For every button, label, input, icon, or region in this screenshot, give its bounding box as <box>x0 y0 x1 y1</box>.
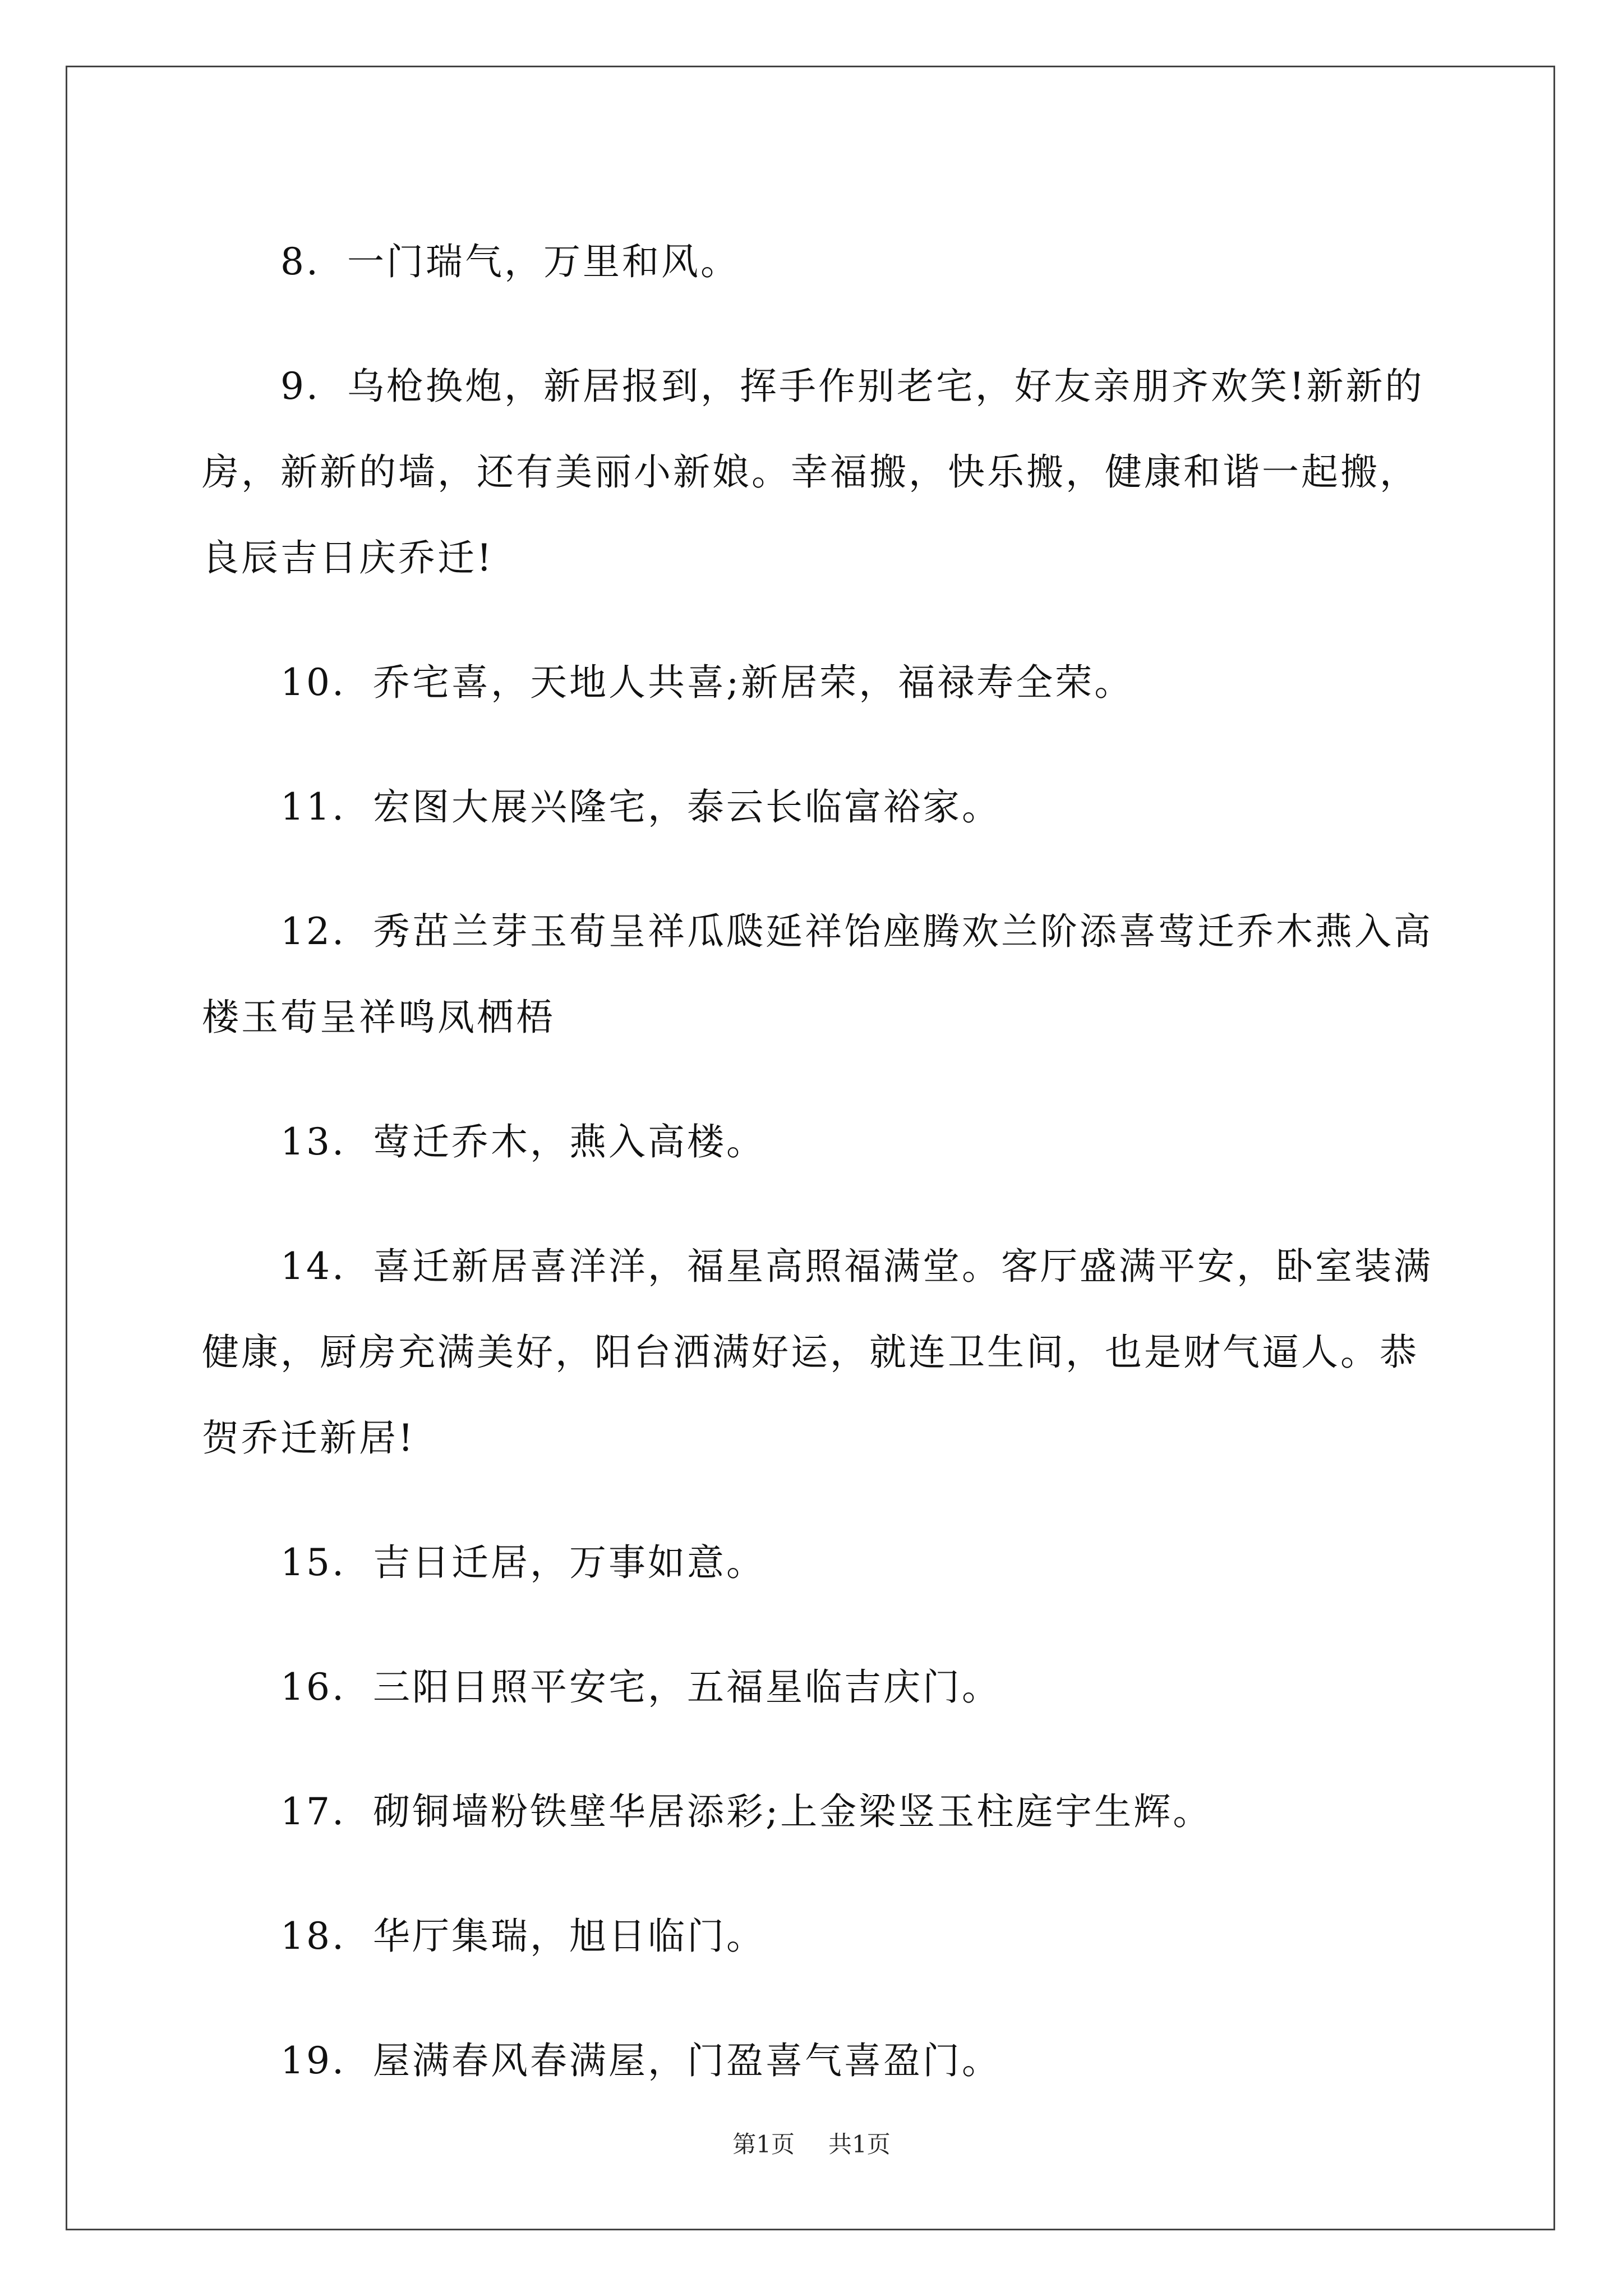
item-number: 10. <box>280 661 346 704</box>
item-number: 15. <box>280 1541 346 1584</box>
item-number: 11. <box>280 785 346 829</box>
page-total: 共1页 <box>828 2131 891 2158</box>
item-number: 12. <box>280 910 346 953</box>
list-item-10 <box>202 639 1447 725</box>
item-text: 乌枪换炮，新居报到，挥手作别老宅，好友亲朋齐欢笑!新新的房，新新的墙，还有美丽小新娘。幸福搬，快乐搬，健康和谐一起搬，良辰吉日庆乔迁! <box>202 365 1424 579</box>
item-text: 秀茁兰芽玉荀呈祥瓜瓞延祥饴座腾欢兰阶添喜莺迁乔木燕入高楼玉荀呈祥鸣凤栖梧 <box>202 910 1433 1039</box>
item-number: 9. <box>280 365 320 408</box>
list-item-16 <box>202 1644 1447 1730</box>
page-number: 第1页 <box>732 2131 795 2158</box>
list-item-13 <box>202 1099 1447 1185</box>
item-text: 三阳日照平安宅，五福星临吉庆门。 <box>372 1665 1001 1709</box>
item-text: 砌铜墙粉铁壁华居添彩;上金梁竖玉柱庭宇生辉。 <box>372 1790 1212 1833</box>
item-text: 喜迁新居喜洋洋，福星高照福满堂。客厅盛满平安，卧室装满健康，厨房充满美好，阳台洒满好运，就连卫生间，也是财气逼人。恭贺乔迁新居! <box>202 1245 1433 1460</box>
list-item-15 <box>202 1520 1447 1605</box>
list-item-17 <box>202 1769 1447 1855</box>
page-footer <box>0 2126 1623 2160</box>
list-item-9 <box>202 343 1447 601</box>
item-text: 屋满春风春满屋，门盈喜气喜盈门。 <box>372 2039 1001 2082</box>
list-item-14 <box>202 1223 1447 1481</box>
item-number: 14. <box>280 1245 346 1288</box>
item-text: 华厅集瑞，旭日临门。 <box>372 1915 766 1958</box>
item-number: 17. <box>280 1790 346 1833</box>
list-item-18 <box>202 1893 1447 1979</box>
item-number: 13. <box>280 1120 346 1163</box>
item-number: 18. <box>280 1915 346 1958</box>
item-text: 莺迁乔木，燕入高楼。 <box>372 1120 766 1163</box>
list-item-12 <box>202 889 1447 1060</box>
item-text: 一门瑞气，万里和风。 <box>347 240 740 283</box>
item-text: 吉日迁居，万事如意。 <box>372 1541 766 1584</box>
list-item-11 <box>202 764 1447 850</box>
item-text: 乔宅喜，天地人共喜;新居荣，福禄寿全荣。 <box>372 661 1134 704</box>
item-number: 16. <box>280 1665 346 1709</box>
item-number: 19. <box>280 2039 346 2082</box>
list-item-19 <box>202 2018 1447 2104</box>
item-number: 8. <box>280 240 320 283</box>
document-body <box>202 219 1447 2142</box>
item-text: 宏图大展兴隆宅，泰云长临富裕家。 <box>372 785 1001 829</box>
list-item-8 <box>202 219 1447 305</box>
